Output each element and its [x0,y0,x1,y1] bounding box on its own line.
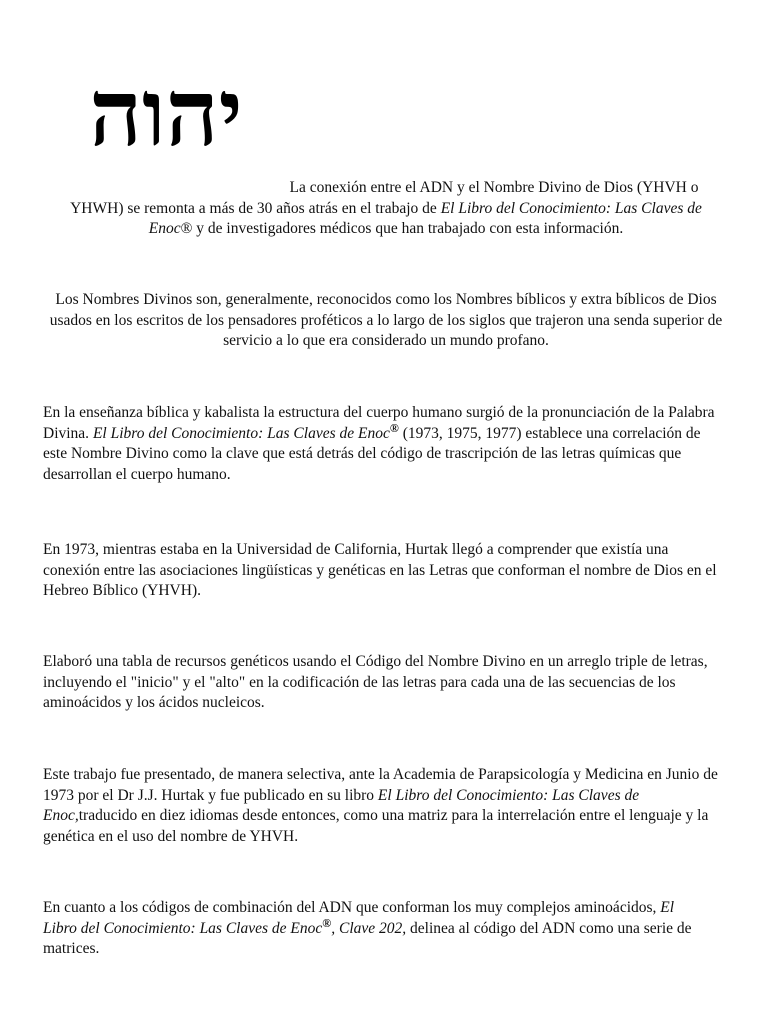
paragraph-genetic-table [43,652,733,714]
registered-mark: ® [322,915,332,930]
registered-mark: ® [389,420,399,435]
paragraph-text: En 1973, mientras estaba en la Universidad de California, Hurtak llegó a comprender que existía una conexión entre las asociaciones lingüísticas y genéticas en las Letras que conforman el nombre de Dios en el Hebreo Bíblico (YHVH). [43,541,717,599]
book-title: El Libro del Conocimiento: Las Claves de Enoc [43,899,675,937]
book-title: El Libro del Conocimiento: Las Claves de Enoc [92,424,390,442]
paragraph-adn-connection [48,178,724,240]
book-title: El Libro del Conocimiento: Las Claves de Enoc [148,199,702,237]
paragraph-text: traducido en diez idiomas desde entonces, como una matriz para la interrelación entre el lenguaje y la genética en el uso del nombre de YHVH. [43,807,709,845]
paragraph-text: Este trabajo fue presentado, de manera selectiva, ante la Academia de Parapsicología y Medicina en Junio de 1973 por el Dr J.J. Hurtak y fue publicado en su libro [43,766,718,804]
paragraph-text: Elaboró una tabla de recursos genéticos usando el Código del Nombre Divino en un arreglo triple de letras, incluyendo el "inicio" y el "alto" en la codificación de las letras para cada una de las secuencias de los aminoácidos y los ácidos nucleicos. [43,653,708,711]
hebrew-divine-name: יהוה [89,59,243,167]
paragraph-text: Los Nombres Divinos son, generalmente, reconocidos como los Nombres bíblicos y extra bíblicos de Dios usados en los escritos de los pensadores proféticos a lo largo de los siglos que trajeron una senda superior de servicio a lo que era considerado un mundo profano. [49,291,723,349]
book-title: El Libro del Conocimiento: Las Claves de Enoc, [43,786,640,824]
paragraph-text: delinea al código del ADN como una serie de matrices. [43,919,692,957]
paragraph-text: ® y de investigadores médicos que han trabajado con esta información. [180,220,624,237]
key-reference: , Clave 202, [331,919,407,937]
paragraph-kabbalistic-teaching [43,403,727,485]
paragraph-text: (1973, 1975, 1977) establece una correlación de este Nombre Divino como la clave que está detrás del código de trascripción de las letras químicas que desarrollan el cuerpo humano. [43,424,701,483]
paragraph-text: La conexión entre el ADN y el Nombre Divino de Dios (YHVH o YHWH) se remonta a más de 30 años atrás en el trabajo de [70,179,699,217]
paragraph-presentation [43,765,729,847]
paragraph-text: En la enseñanza bíblica y kabalista la estructura del cuerpo humano surgió de la pronunciación de la Palabra Divina. [43,404,715,442]
paragraph-dna-codes [43,898,707,960]
paragraph-text: En cuanto a los códigos de combinación del ADN que conforman los muy complejos aminoácidos, [43,899,661,916]
paragraph-divine-names [46,290,726,352]
paragraph-1973-california [43,540,723,602]
